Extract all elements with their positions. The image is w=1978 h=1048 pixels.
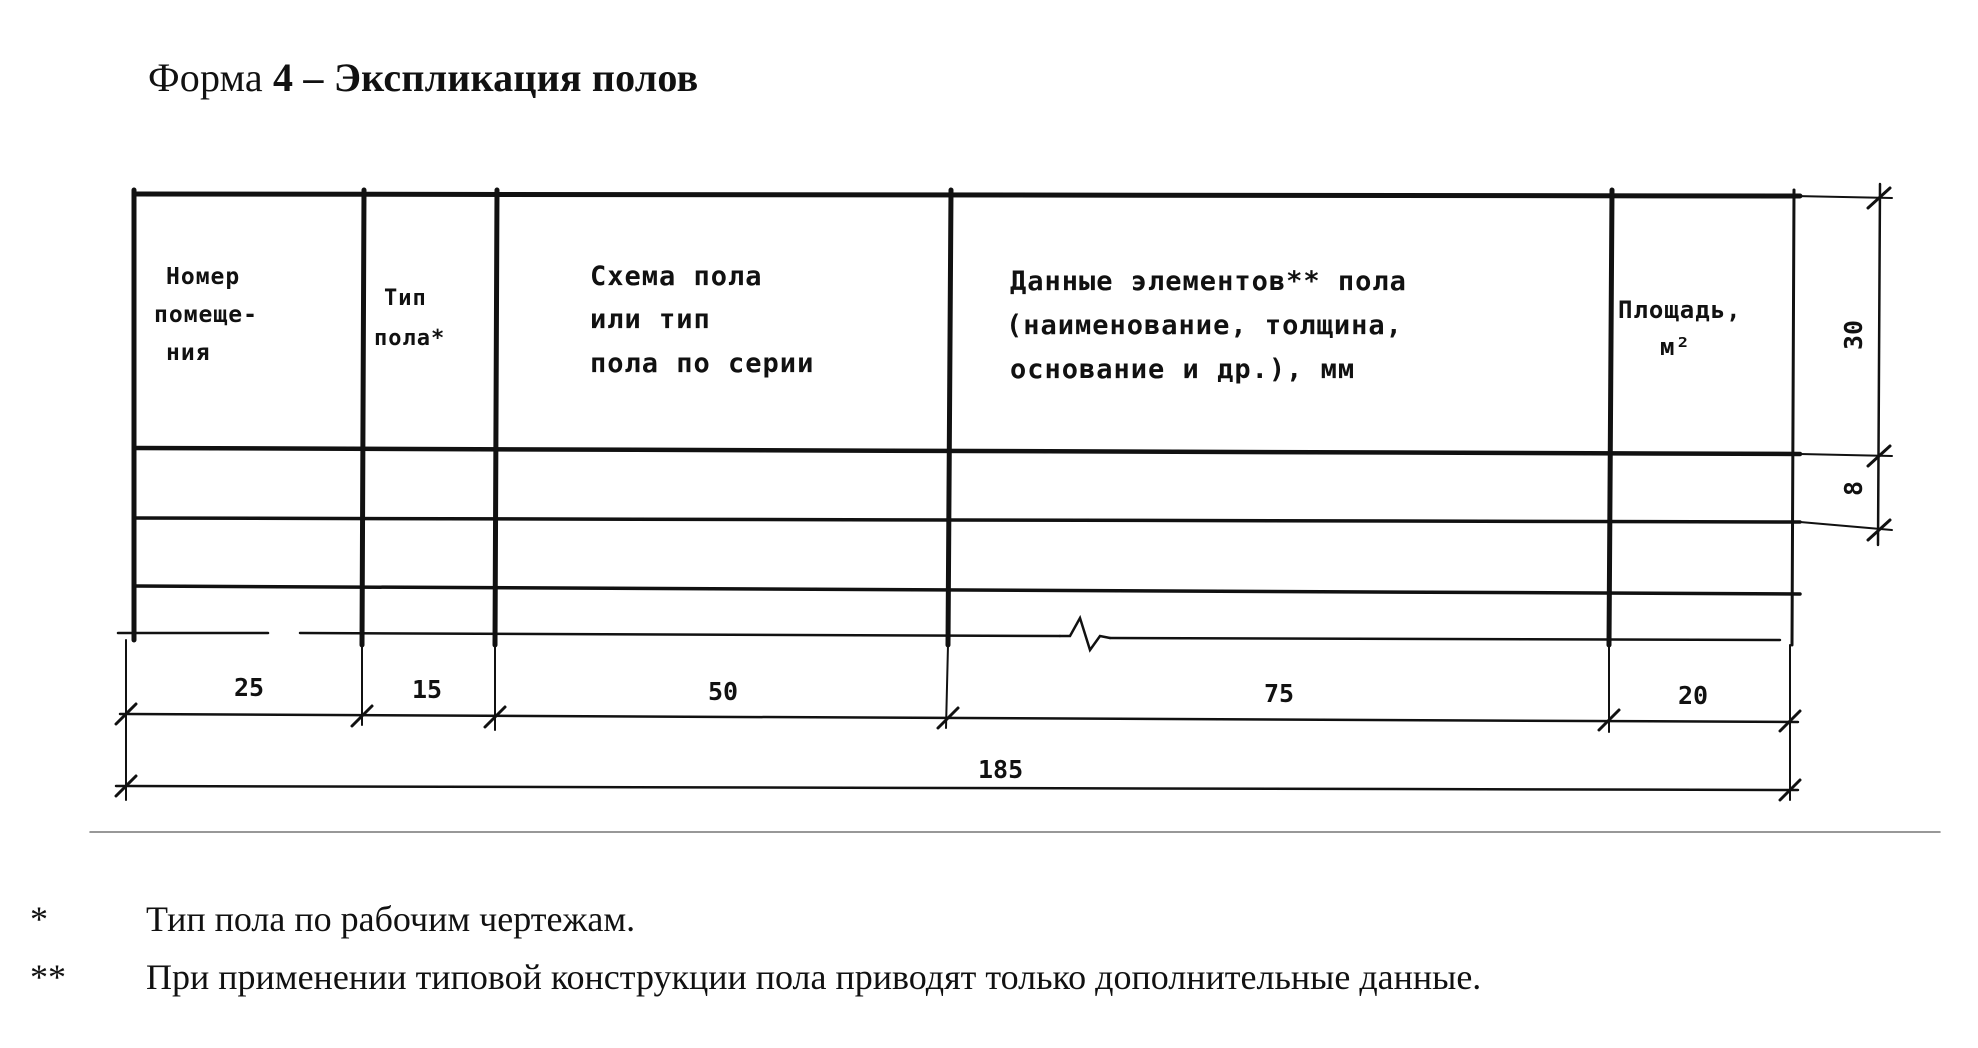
svg-text:м²: м²	[1660, 333, 1691, 361]
footnote-1-mark: *	[30, 899, 48, 939]
vertical-dimension-line	[1878, 184, 1880, 545]
table-col-divider-4	[1609, 190, 1612, 645]
svg-text:Тип: Тип	[384, 286, 427, 311]
table-col-divider-1	[362, 190, 364, 645]
dim-col-4: 75	[1264, 679, 1295, 708]
svg-text:ния: ния	[166, 340, 211, 366]
dim-header-height: 30	[1839, 319, 1868, 350]
svg-text:пола*: пола*	[374, 326, 446, 351]
svg-text:пола по серии: пола по серии	[590, 348, 815, 379]
svg-text:помеще-: помеще-	[154, 302, 258, 328]
table-header-bottom-line	[134, 448, 1800, 454]
footnote-2-mark: **	[30, 957, 66, 997]
table-top-border	[134, 194, 1800, 196]
dim-col-3: 50	[708, 677, 739, 706]
footnote-1-text: Тип пола по рабочим чертежам.	[146, 899, 636, 939]
svg-text:Площадь,: Площадь,	[1618, 296, 1742, 324]
form-title-prefix: Форма	[148, 55, 263, 100]
table-row-line-1	[134, 518, 1800, 522]
header-floor-scheme	[590, 261, 814, 379]
column-dimension-line	[120, 714, 1798, 722]
dim-col-5: 20	[1678, 681, 1709, 710]
svg-text:основание и др.), мм: основание и др.), мм	[1010, 354, 1356, 385]
header-room-number	[154, 264, 258, 366]
dim-col-1: 25	[234, 673, 265, 702]
table-right-border	[1792, 190, 1794, 645]
footnote-2-text: При применении типовой конструкции пола приводят только дополнительные данные.	[146, 957, 1482, 997]
header-floor-elements	[1006, 266, 1407, 385]
dim-row-height: 8	[1839, 480, 1868, 496]
table-row-line-2	[134, 586, 1800, 594]
total-dimension-line	[116, 786, 1798, 790]
dim-total: 185	[978, 755, 1024, 784]
form-title-dash: –	[303, 55, 324, 100]
svg-text:(наименование, толщина,: (наименование, толщина,	[1006, 310, 1403, 341]
table-col-divider-3	[948, 190, 951, 645]
form-title-number: 4	[273, 55, 294, 100]
svg-text:Схема пола: Схема пола	[590, 261, 763, 292]
header-floor-type	[374, 286, 445, 351]
dim-col-2: 15	[412, 675, 443, 704]
header-area	[1618, 296, 1742, 361]
table-col-divider-2	[495, 190, 497, 645]
svg-text:или тип: или тип	[590, 304, 711, 335]
svg-text:Номер: Номер	[166, 264, 241, 290]
svg-text:Данные элементов** пола: Данные элементов** пола	[1010, 266, 1407, 297]
form-title-name: Экспликация полов	[333, 55, 699, 100]
